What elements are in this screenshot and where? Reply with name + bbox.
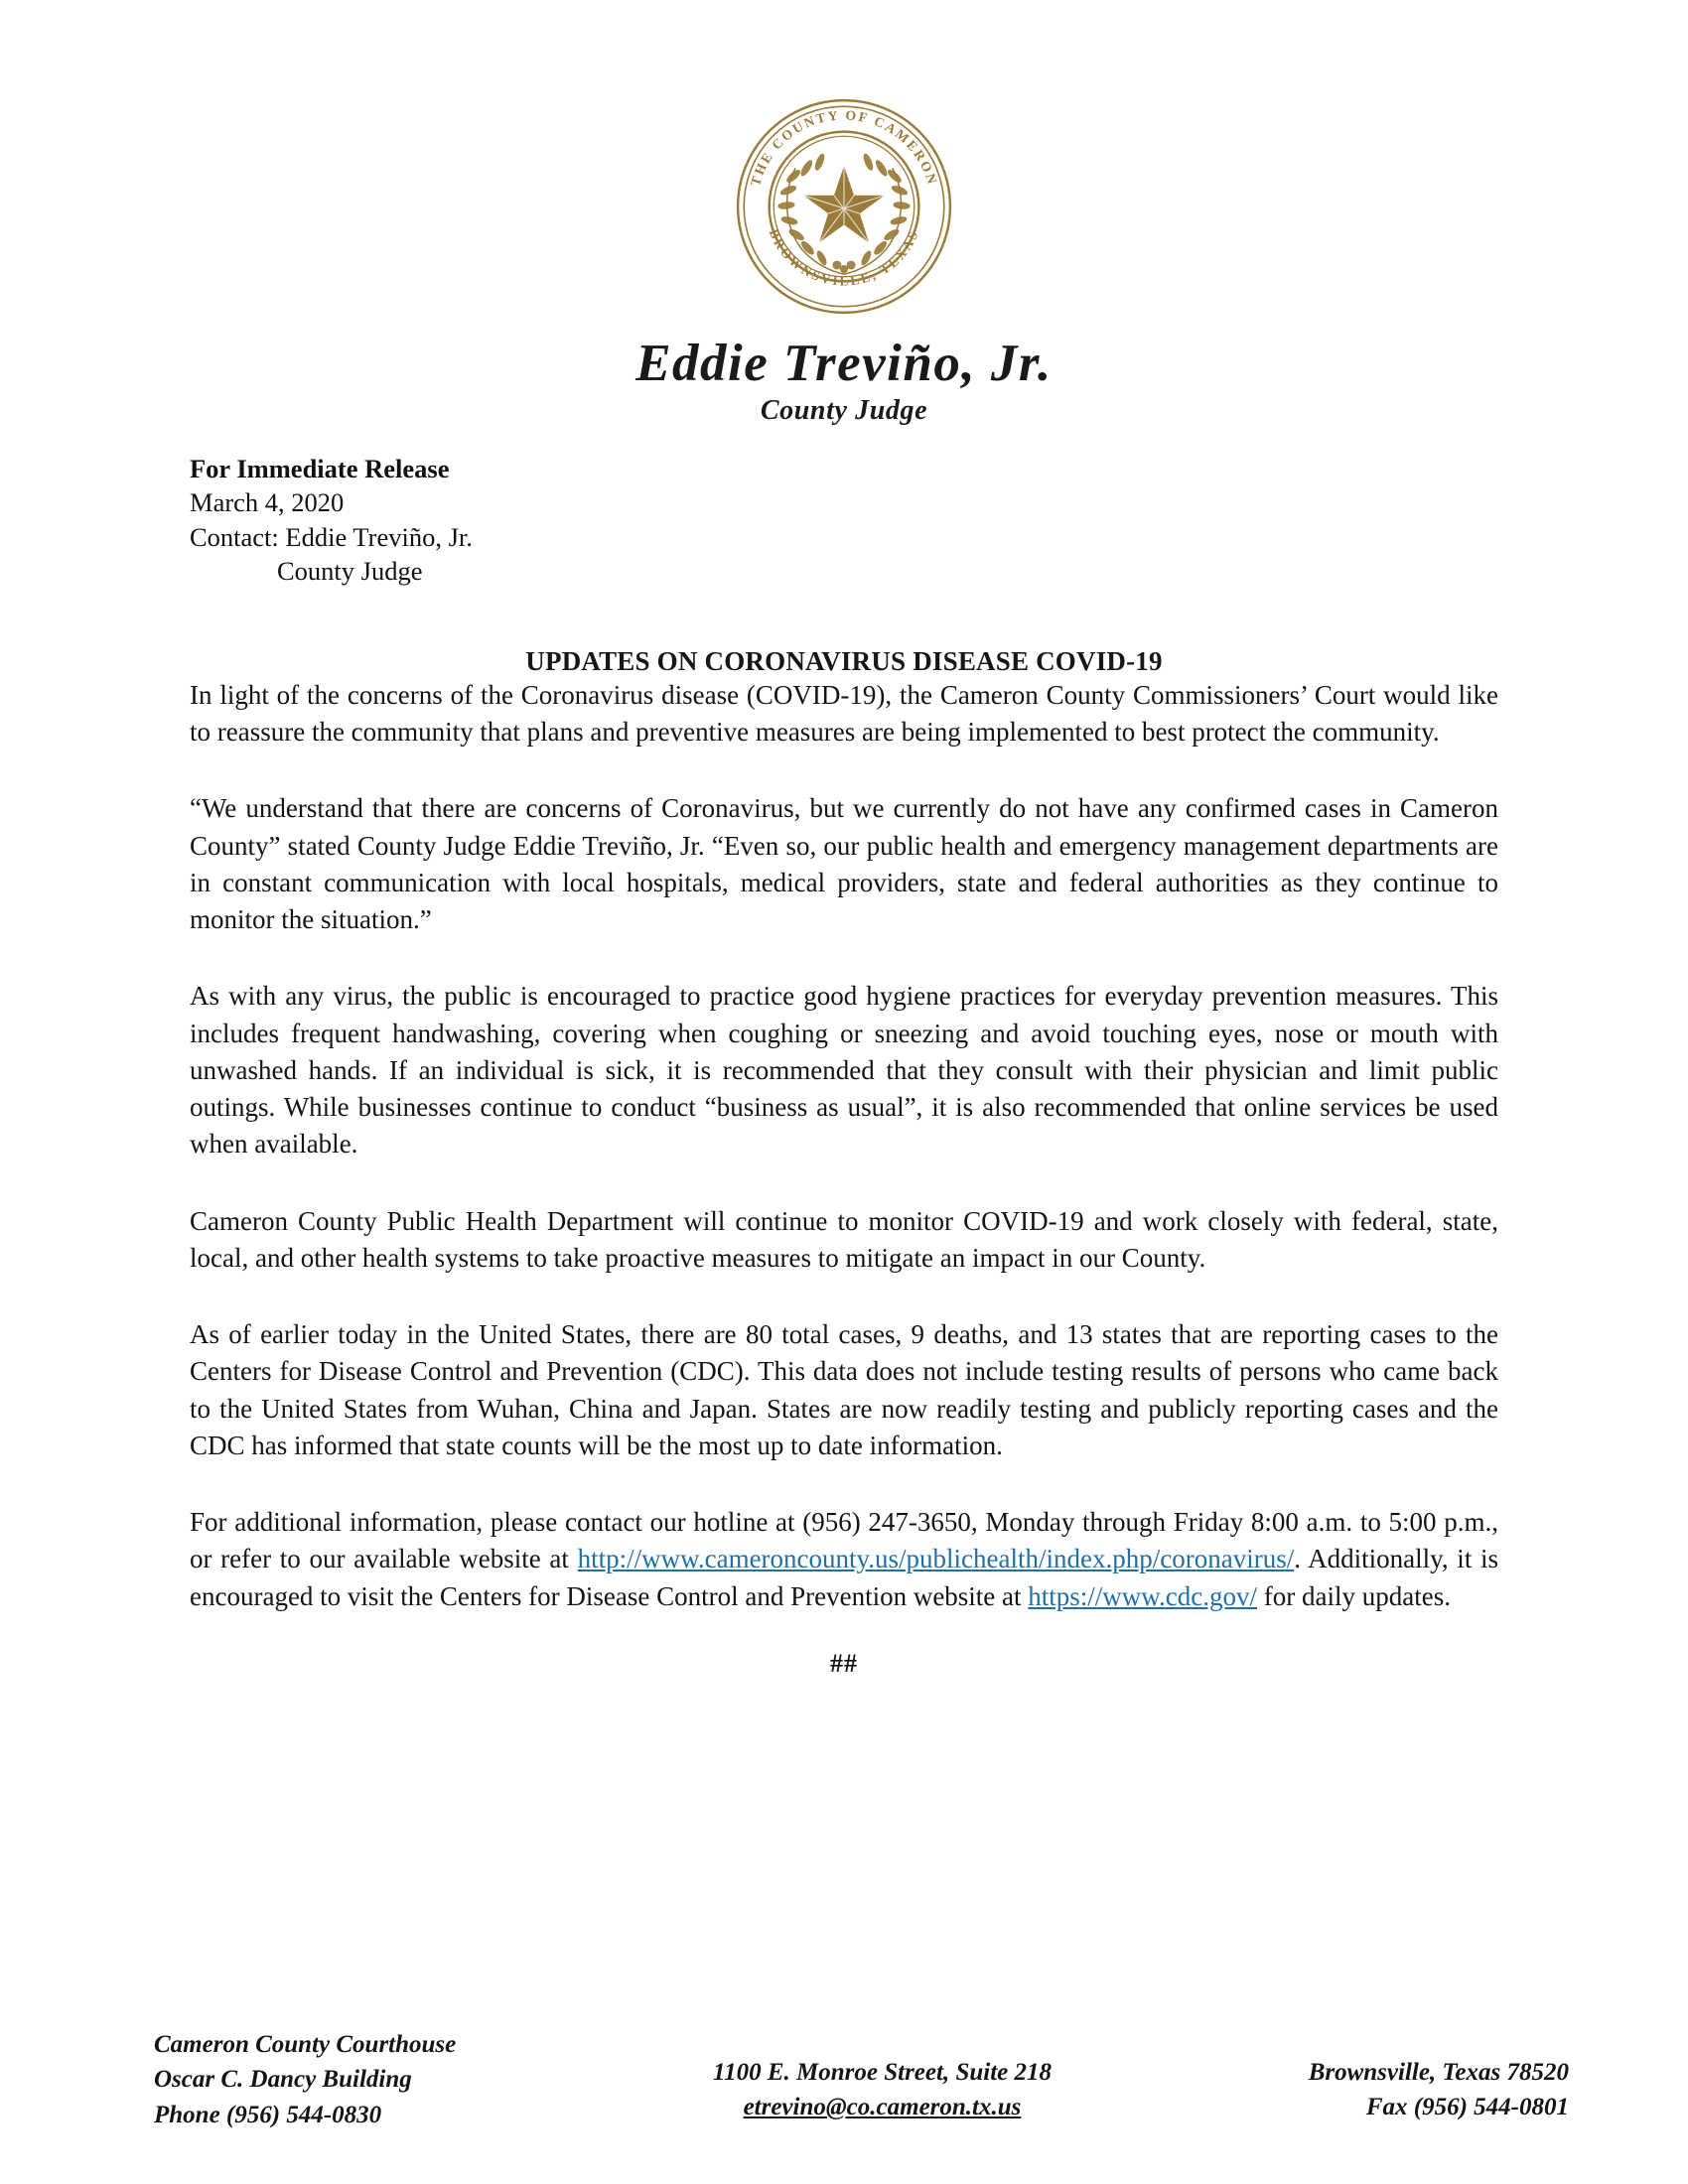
paragraph-contact-info (190, 1504, 1498, 1615)
footer-courthouse-name: Cameron County Courthouse (154, 2030, 457, 2058)
release-date: March 4, 2020 (190, 487, 345, 518)
release-status: For Immediate Release (190, 454, 450, 483)
cdc-website-link[interactable]: https://www.cdc.gov/ (1028, 1580, 1258, 1611)
release-contact: Contact: Eddie Treviño, Jr. (190, 521, 473, 552)
contact-text-part3: for daily updates. (1257, 1580, 1451, 1611)
seal-container (0, 95, 1688, 318)
footer-address-right (1309, 2027, 1569, 2125)
release-header-block (190, 452, 1498, 589)
paragraph-hygiene: As with any virus, the public is encouraged to practice good hygiene practices for everyday prevention measures. This includes frequent handwashing, covering when coughing or sneezing and avoid touching eyes, nose or mouth with unwashed hands. If an individual is sick, it is recommended that they consult with their physician and limit public outings. While businesses continue to conduct “business as usual”, it is also recommended that online services be used when available. (190, 981, 1498, 1160)
paragraph-statistics: As of earlier today in the United States, there are 80 total cases, 9 deaths, and 13 states that are reporting cases to the Centers for Disease Control and Prevention (CDC). This data does not include testing results of persons who came back to the United States from Wuhan, China and Japan. States are now readily testing and publicly reporting cases and the CDC has informed that state counts will be the most up to date information. (190, 1319, 1498, 1460)
footer-phone: Phone (956) 544-0830 (154, 2101, 382, 2128)
svg-text:BROWNSVILLE, TEXAS: BROWNSVILLE, TEXAS (766, 226, 922, 289)
footer (0, 2027, 1688, 2133)
footer-email-link[interactable]: etrevino@co.cameron.tx.us (743, 2094, 1022, 2120)
end-of-release-marker: ## (830, 1648, 858, 1678)
judge-title: County Judge (760, 395, 928, 427)
cameron-county-website-link[interactable]: http://www.cameroncounty.us/publichealth/index.php/coronavirus/ (577, 1544, 1295, 1574)
paragraph-health-department: Cameron County Public Health Department will continue to monitor COVID-19 and work closely with federal, state, local, and other health systems to take proactive measures to mitigate an impact in our County. (190, 1205, 1498, 1273)
paragraph-intro: In light of the concerns of the Coronavirus disease (COVID-19), the Cameron County Commissioners’ Court would like to reassure the community that plans and preventive measures are being implemented to best protect the community. (190, 679, 1498, 747)
footer-street-address: 1100 E. Monroe Street, Suite 218 (712, 2058, 1052, 2086)
release-contact-title: County Judge (277, 556, 423, 587)
paragraph-quote: “We understand that there are concerns of Coronavirus, but we currently do not have any confirmed cases in Cameron County” stated County Judge Eddie Treviño, Jr. “Even so, our public health and emergency management departments are in constant communication with local hospitals, medical providers, state and federal authorities as they continue to monitor the situation.” (190, 793, 1498, 934)
svg-text:THE COUNTY OF CAMERON: THE COUNTY OF CAMERON (748, 107, 940, 188)
footer-building-name: Oscar C. Dancy Building (154, 2066, 412, 2093)
letterhead (0, 0, 1688, 427)
contact-text-part1: For additional information, please contact our hotline at (956) 247-3650, Monday through Friday 8:00 a.m. to 5:00 p.m., or refer to our available website at (190, 1507, 1498, 1574)
county-seal-icon (733, 95, 955, 318)
page-title: UPDATES ON CORONAVIRUS DISEASE COVID-19 (525, 645, 1163, 676)
contact-text-part2: . Additionally, it is encouraged to visit the Centers for Disease Control and Prevention website at (190, 1544, 1499, 1611)
judge-name: Eddie Treviño, Jr. (635, 335, 1053, 392)
document-content (190, 452, 1498, 1679)
footer-address-center (713, 2027, 1052, 2125)
footer-fax: Fax (956) 544-0801 (1365, 2094, 1569, 2120)
footer-address-left (154, 2027, 456, 2133)
footer-city-state-zip: Brownsville, Texas 78520 (1308, 2058, 1569, 2086)
